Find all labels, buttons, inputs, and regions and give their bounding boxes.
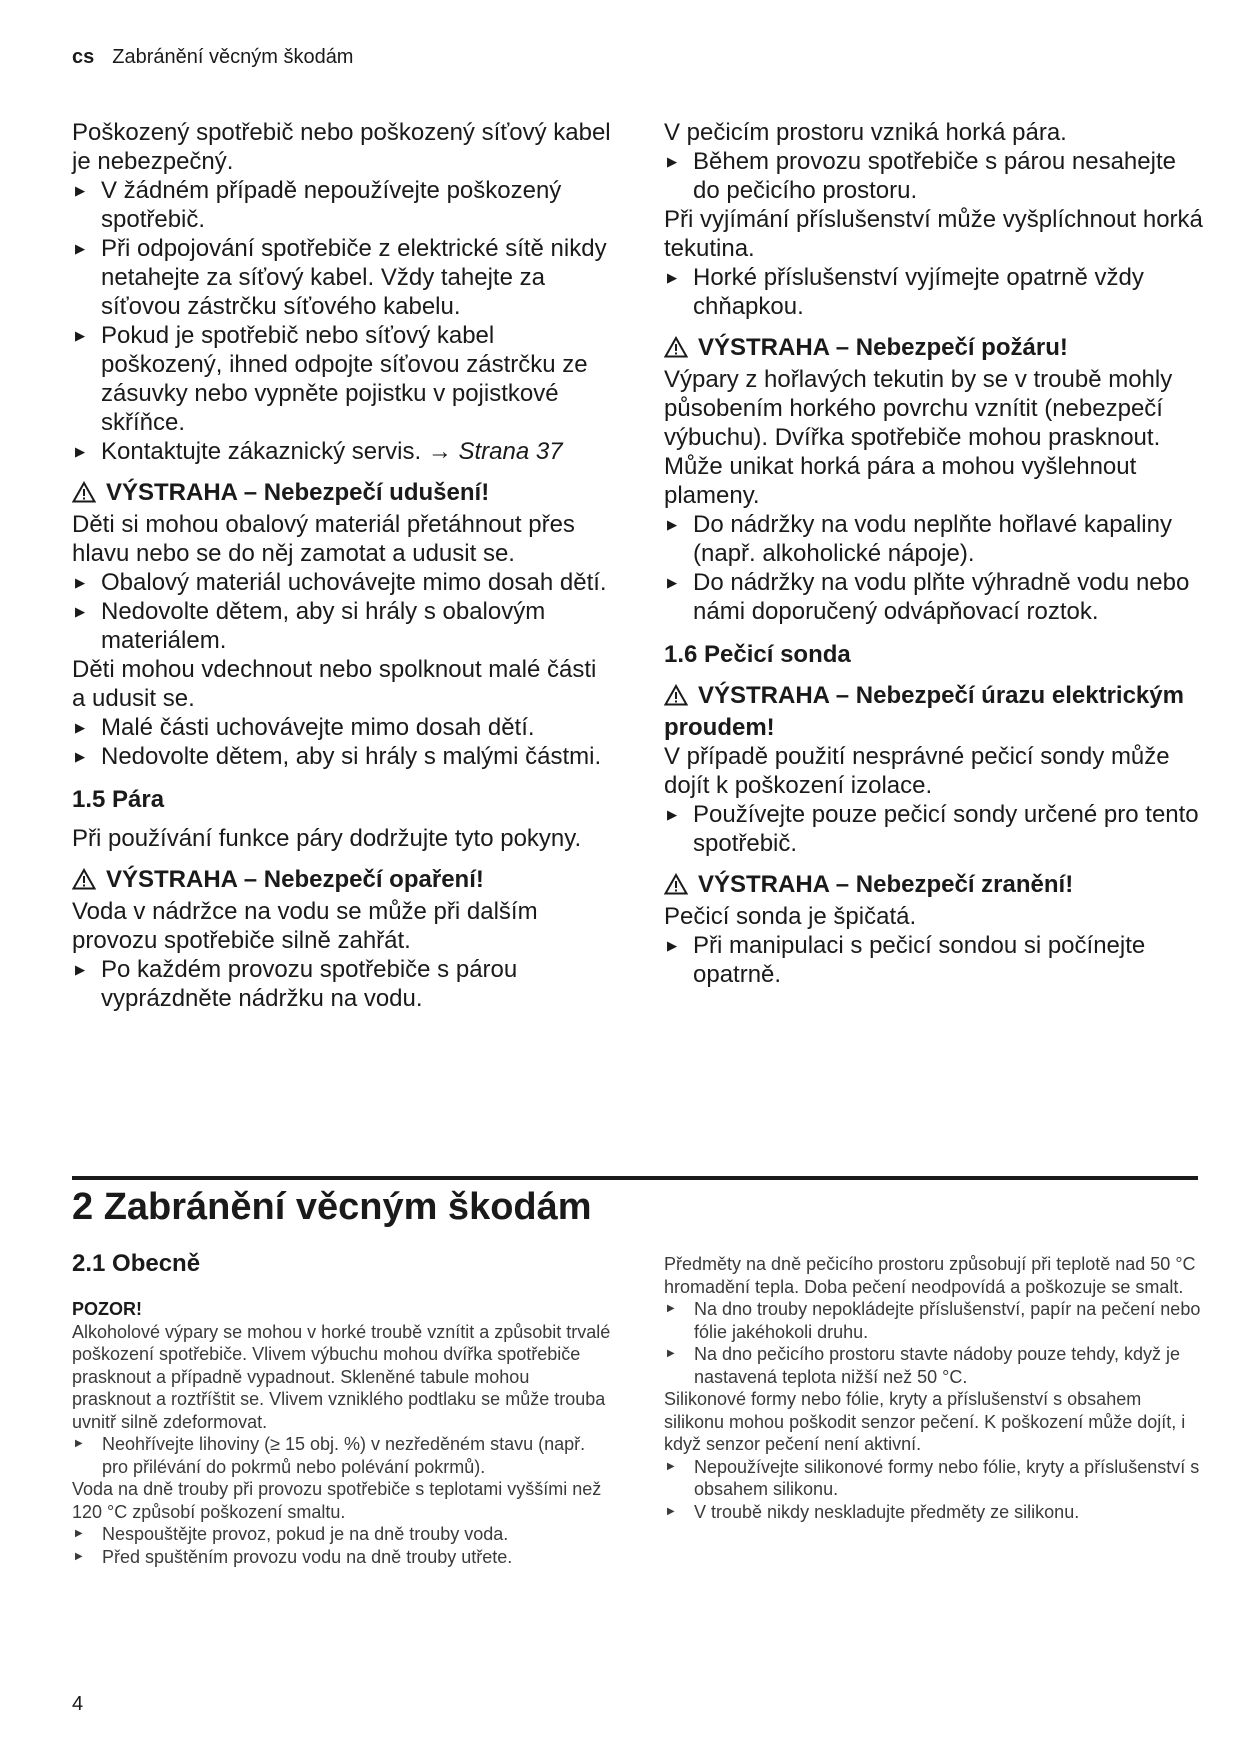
bullet-triangle-icon: ▶ [75,444,86,459]
warning-heading: VÝSTRAHA – Nebezpečí opaření! [72,865,612,897]
paragraph: Silikonové formy nebo fólie, kryty a příslušenství s obsahem silikonu mohou poškodit senzor pečení. K poškození může dojít, i když senzor pečení není aktivní. [664,1389,1186,1454]
warning-triangle-icon [664,684,688,713]
running-header [72,46,353,69]
warning-heading: VÝSTRAHA – Nebezpečí úrazu elektrickým proudem! [664,682,1184,741]
list-item: ▶ Do nádržky na vodu plňte výhradně vodu nebo námi doporučený odvápňovací roztok. [667,569,1190,625]
warning-heading: VÝSTRAHA – Nebezpečí zranění! [664,870,1204,902]
list-item: ▶ Obalový materiál uchovávejte mimo dosah dětí. [75,569,607,596]
bullet-triangle-icon: ▶ [667,1348,675,1359]
subsection-heading: 2.1 Obecně [72,1250,201,1277]
list-item: ▶ Do nádržky na vodu neplňte hořlavé kapaliny (např. alkoholické nápoje). [667,511,1172,567]
bullet-triangle-icon: ▶ [75,720,86,735]
bullet-list [72,955,612,1013]
bullet-triangle-icon: ▶ [667,807,678,822]
bullet-list [664,510,1204,626]
list-item: ▶ Nedovolte dětem, aby si hrály s malými částmi. [75,743,602,770]
list-item: ▶ Pokud je spotřebič nebo síťový kabel poškozený, ihned odpojte síťovou zástrčku ze zásuvky nebo vypněte pojistku v pojistkové skříňce. [75,322,588,436]
list-item: ▶ Malé části uchovávejte mimo dosah dětí. [75,714,535,741]
bullet-triangle-icon: ▶ [75,183,86,198]
paragraph: Při používání funkce páry dodržujte tyto pokyny. [72,825,582,852]
bullet-triangle-icon: ▶ [667,517,678,532]
page-number: 4 [72,1693,84,1715]
list-item: ▶ Před spuštěním provozu vodu na dně trouby utřete. [75,1546,513,1567]
bullet-triangle-icon: ▶ [667,1460,675,1472]
bullet-triangle-icon: ▶ [667,270,678,285]
list-item: ▶ Nedovolte dětem, aby si hrály s obalovým materiálem. [75,598,546,654]
caution-label: POZOR! [72,1299,142,1319]
bullet-list [664,147,1204,205]
bullet-triangle-icon: ▶ [667,938,678,953]
section-title: 2 Zabránění věcným škodám [72,1186,592,1228]
list-item: ▶ Na dno pečicího prostoru stavte nádoby pouze tehdy, když je nastavená teplota nižší než 50 °C. [667,1344,1180,1387]
bullet-list [72,1433,612,1478]
paragraph: Alkoholové výpary se mohou v horké troubě vznítit a způsobit trvalé poškození spotřebiče. Vlivem výbuchu mohou dvířka spotřebiče prasknout a případně vypadnout. Skleněné tabule mohou prasknout a roztříštit se. Vlivem vzniklého podtlaku se může trouba uvnitř silně zdeformovat. [72,1321,611,1432]
list-item: ▶ Nepoužívejte silikonové formy nebo fólie, kryty a příslušenství s obsahem silikonu. [667,1456,1200,1499]
list-item: ▶ Při odpojování spotřebiče z elektrické sítě nikdy netahejte za síťový kabel. Vždy tahejte za síťovou zástrčku síťového kabelu. [75,235,607,320]
list-item: ▶ Na dno trouby nepokládejte příslušenství, papír na pečení nebo fólie jakéhokoli druhu. [667,1299,1201,1342]
bullet-list [664,931,1204,989]
right-column-top [664,118,1204,989]
warning-triangle-icon [664,873,688,902]
warning-heading: VÝSTRAHA – Nebezpečí udušení! [72,478,612,510]
bullet-list [72,1523,612,1568]
page-reference-link[interactable]: → Strana 37 [427,438,563,465]
bullet-list [664,800,1204,858]
paragraph: V případě použití nesprávné pečicí sondy může dojít k poškození izolace. [664,743,1170,799]
bullet-list [72,176,612,466]
bullet-triangle-icon: ▶ [667,1303,675,1314]
paragraph: Pečicí sonda je špičatá. [664,903,917,930]
list-item: ▶ Kontaktujte zákaznický servis. → Strana 37 [75,438,563,465]
list-item: ▶ V troubě nikdy neskladujte předměty ze silikonu. [667,1501,1080,1522]
bullet-list [664,263,1204,321]
paragraph: Voda v nádržce na vodu se může při dalším provozu spotřebiče silně zahřát. [72,898,538,954]
header-title: Zabránění věcným škodám [112,46,354,68]
bullet-triangle-icon: ▶ [75,604,86,619]
bullet-triangle-icon: ▶ [667,575,678,590]
list-item: ▶ Po každém provozu spotřebiče s párou vyprázdněte nádržku na vodu. [75,956,518,1012]
list-item: ▶ Během provozu spotřebiče s párou nesahejte do pečicího prostoru. [667,148,1176,204]
list-item: ▶ Horké příslušenství vyjímejte opatrně vždy chňapkou. [667,264,1144,320]
paragraph: Výpary z hořlavých tekutin by se v troubě mohly působením horkého povrchu vznítit (nebezpečí výbuchu). Dvířka spotřebiče mohou prasknout. Může unikat horká pára a mohou vyšlehnout plameny. [664,366,1173,509]
bullet-triangle-icon: ▶ [75,241,86,256]
paragraph: Děti si mohou obalový materiál přetáhnout přes hlavu nebo se do něj zamotat a udusit se. [72,511,575,567]
bullet-triangle-icon: ▶ [75,328,86,343]
subsection-heading: 1.5 Pára [72,786,165,813]
list-item: ▶ V žádném případě nepoužívejte poškozený spotřebič. [75,177,562,233]
list-item: ▶ Používejte pouze pečicí sondy určené pro tento spotřebič. [667,801,1199,857]
paragraph: Předměty na dně pečicího prostoru způsobují při teplotě nad 50 °C hromadění tepla. Doba pečení neodpovídá a poškozuje se smalt. [664,1254,1196,1297]
bullet-triangle-icon: ▶ [667,1505,675,1517]
bullet-triangle-icon: ▶ [75,1528,83,1539]
language-code: cs [72,46,95,68]
bullet-triangle-icon: ▶ [75,962,86,977]
bullet-triangle-icon: ▶ [667,154,678,169]
paragraph: Voda na dně trouby při provozu spotřebiče s teplotami vyššími než 120 °C způsobí poškození smaltu. [72,1479,602,1522]
section-divider [72,1176,1198,1180]
paragraph: V pečicím prostoru vzniká horká pára. [664,119,1067,146]
right-column-bottom [664,1253,1204,1523]
warning-triangle-icon [664,336,688,365]
list-item: ▶ Nespouštějte provoz, pokud je na dně trouby voda. [75,1524,509,1544]
warning-triangle-icon [72,481,96,510]
paragraph: Při vyjímání příslušenství může vyšplíchnout horká tekutina. [664,206,1203,262]
bullet-list [72,713,612,771]
paragraph: Děti mohou vdechnout nebo spolknout malé části a udusit se. [72,656,597,712]
list-item: ▶ Při manipulaci s pečicí sondou si počínejte opatrně. [667,932,1146,988]
bullet-triangle-icon: ▶ [75,575,86,590]
subsection-heading: 1.6 Pečicí sonda [664,641,851,668]
warning-heading: VÝSTRAHA – Nebezpečí požáru! [664,333,1204,365]
bullet-list [664,1298,1204,1388]
bullet-triangle-icon: ▶ [75,1438,83,1449]
paragraph: Poškozený spotřebič nebo poškozený síťový kabel je nebezpečný. [72,119,611,175]
left-column-bottom [72,1290,612,1568]
warning-triangle-icon [72,868,96,897]
bullet-list [664,1456,1204,1524]
bullet-triangle-icon: ▶ [75,749,86,764]
list-item: ▶ Neohřívejte lihoviny (≥ 15 obj. %) v nezředěném stavu (např. pro přilévání do pokrmů nebo polévání pokrmů). [75,1434,586,1477]
bullet-list [72,568,612,655]
left-column-top [72,118,612,1013]
bullet-triangle-icon: ▶ [75,1550,83,1562]
